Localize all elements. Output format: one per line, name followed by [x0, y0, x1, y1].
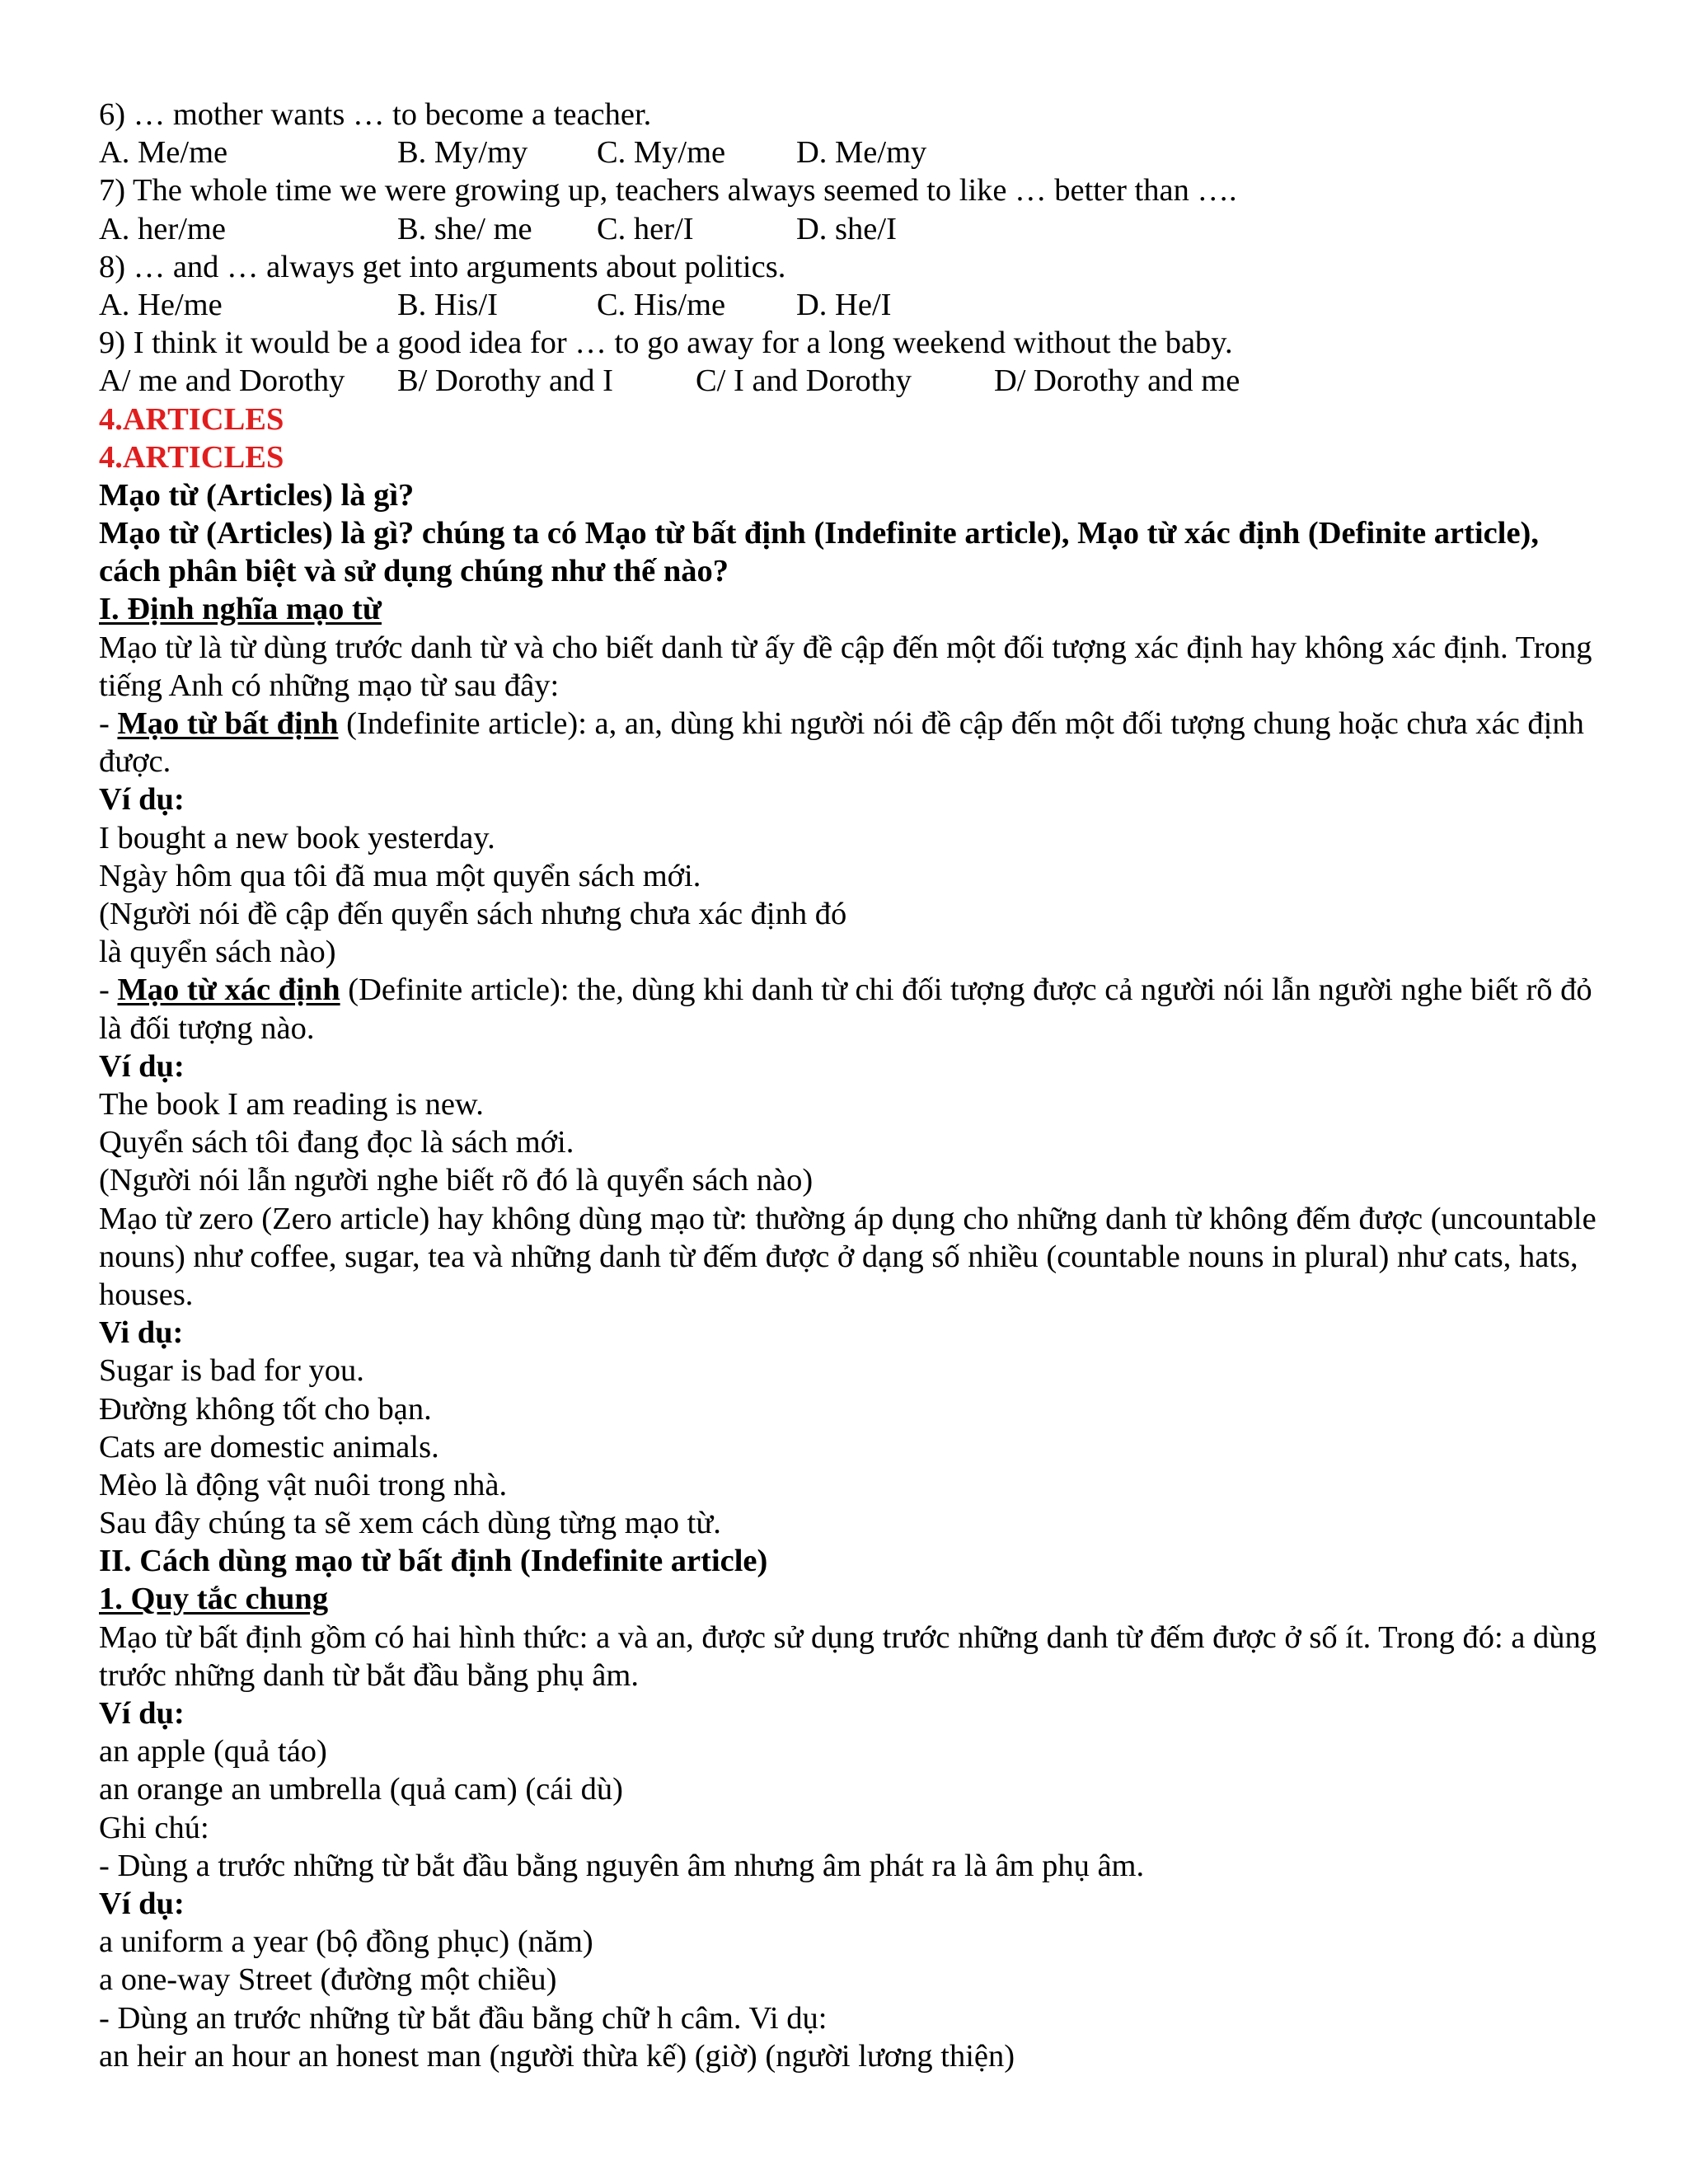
example-line: a uniform a year (bộ đồng phục) (năm)	[99, 1924, 593, 1960]
option-7b: B. she/ me	[397, 211, 532, 246]
subsection-1-heading: 1. Quy tắc chung	[99, 1582, 329, 1617]
example-line: Cats are domestic animals.	[99, 1429, 439, 1465]
example-line: Quyển sách tôi đang đọc là sách mới.	[99, 1125, 574, 1160]
indefinite-article-text: (Indefinite article): a, an, dùng khi người nói đề cập đến một đối tượng chung hoặc chưa xác định được.	[99, 706, 1584, 780]
definition-paragraph: Mạo từ là từ dùng trước danh từ và cho biết danh từ ấy đề cập đến một đối tượng xác định hay không xác định. Trong tiếng Anh có những mạo từ sau đây:	[99, 630, 1592, 703]
example-line: a one-way Street (đường một chiều)	[99, 1962, 557, 1998]
example-line: Đường không tốt cho bạn.	[99, 1391, 432, 1427]
question-8: 8) … and … always get into arguments about politics.	[99, 249, 786, 284]
example-label: Ví dụ:	[99, 1886, 185, 1922]
example-line: an apple (quả táo)	[99, 1734, 327, 1769]
definite-article-paragraph	[99, 971, 1599, 1047]
question-heading-long: Mạo từ (Articles) là gì? chúng ta có Mạo từ bất định (Indefinite article), Mạo từ xác định (Definite article), cách phân biệt và sử dụng chúng như thế nào?	[99, 516, 1539, 589]
question-heading-short: Mạo từ (Articles) là gì?	[99, 477, 415, 513]
option-6c: C. My/me	[597, 135, 726, 171]
indefinite-article-paragraph	[99, 705, 1599, 780]
options-9	[99, 362, 1599, 400]
option-9b: B/ Dorothy and I	[397, 363, 613, 399]
section-2-heading: II. Cách dùng mạo từ bất định (Indefinite article)	[99, 1544, 768, 1579]
section-heading-articles-repeat: 4.ARTICLES	[99, 439, 284, 475]
option-9a: A/ me and Dorothy	[99, 363, 345, 399]
definite-article-text: (Definite article): the, dùng khi danh từ chi đối tượng được cả người nói lẫn người nghe biết rõ đỏ là đối tượng nào.	[99, 972, 1592, 1046]
section-heading-articles: 4.ARTICLES	[99, 401, 284, 437]
document-page	[99, 96, 1599, 2075]
example-line: Mèo là động vật nuôi trong nhà.	[99, 1467, 508, 1502]
example-line: I bought a new book yesterday.	[99, 820, 495, 855]
note-label: Ghi chú:	[99, 1810, 209, 1845]
option-8a: A. He/me	[99, 287, 223, 322]
option-9d: D/ Dorothy and me	[994, 363, 1240, 399]
text-line: Sau đây chúng ta sẽ xem cách dùng từng mạo từ.	[99, 1506, 721, 1541]
zero-article-paragraph: Mạo từ zero (Zero article) hay không dùng mạo từ: thường áp dụng cho những danh từ không đếm được (uncountable nouns) như coffee, sugar, tea và những danh từ đếm được ở dạng số nhiều (countable nouns in plural) như cats, hats, houses.	[99, 1201, 1597, 1312]
dash: -	[99, 706, 118, 742]
option-7a: A. her/me	[99, 211, 226, 246]
option-8c: C. His/me	[597, 287, 726, 322]
example-line: Sugar is bad for you.	[99, 1353, 364, 1389]
example-note: là quyển sách nào)	[99, 935, 336, 970]
example-label: Ví dụ:	[99, 1048, 185, 1084]
option-7c: C. her/I	[597, 211, 694, 246]
indefinite-article-term: Mạo từ bất định	[117, 706, 339, 742]
general-rule-paragraph: Mạo từ bất định gồm có hai hình thức: a và an, được sử dụng trước những danh từ đếm được ở số ít. Trong đó: a dùng trước những danh từ bắt đầu bằng phụ âm.	[99, 1619, 1597, 1693]
example-line: The book I am reading is new.	[99, 1087, 484, 1122]
example-note: (Người nói đề cập đến quyển sách nhưng chưa xác định đó	[99, 897, 847, 932]
option-9c: C/ I and Dorothy	[696, 363, 912, 399]
section-1-heading: I. Định nghĩa mạo từ	[99, 592, 382, 627]
example-line: an orange an umbrella (quả cam) (cái dù)	[99, 1772, 624, 1807]
options-8	[99, 286, 1599, 324]
option-7d: D. she/I	[796, 211, 897, 246]
option-8d: D. He/I	[796, 287, 892, 322]
question-6: 6) … mother wants … to become a teacher.	[99, 97, 652, 132]
question-7: 7) The whole time we were growing up, teachers always seemed to like … better than ….	[99, 173, 1237, 209]
options-7	[99, 210, 1599, 248]
example-label: Vi dụ:	[99, 1315, 184, 1351]
example-line: an heir an hour an honest man (người thừa kế) (giờ) (người lương thiện)	[99, 2038, 1015, 2074]
options-6	[99, 134, 1599, 171]
definite-article-term: Mạo từ xác định	[117, 972, 340, 1008]
option-6a: A. Me/me	[99, 135, 228, 171]
note-line: - Dùng a trước những từ bắt đầu bằng nguyên âm nhưng âm phát ra là âm phụ âm.	[99, 1848, 1145, 1883]
question-9: 9) I think it would be a good idea for … to go away for a long weekend without the baby.	[99, 326, 1233, 361]
example-label: Ví dụ:	[99, 1696, 185, 1732]
example-note: (Người nói lẫn người nghe biết rõ đó là quyển sách nào)	[99, 1163, 814, 1198]
example-line: Ngày hôm qua tôi đã mua một quyển sách mới.	[99, 858, 701, 893]
option-8b: B. His/I	[397, 287, 498, 322]
example-label: Ví dụ:	[99, 782, 185, 818]
note-line: - Dùng an trước những từ bắt đầu bằng chữ h câm. Vi dụ:	[99, 2000, 828, 2036]
option-6d: D. Me/my	[796, 135, 927, 171]
option-6b: B. My/my	[397, 135, 528, 171]
dash: -	[99, 972, 118, 1008]
